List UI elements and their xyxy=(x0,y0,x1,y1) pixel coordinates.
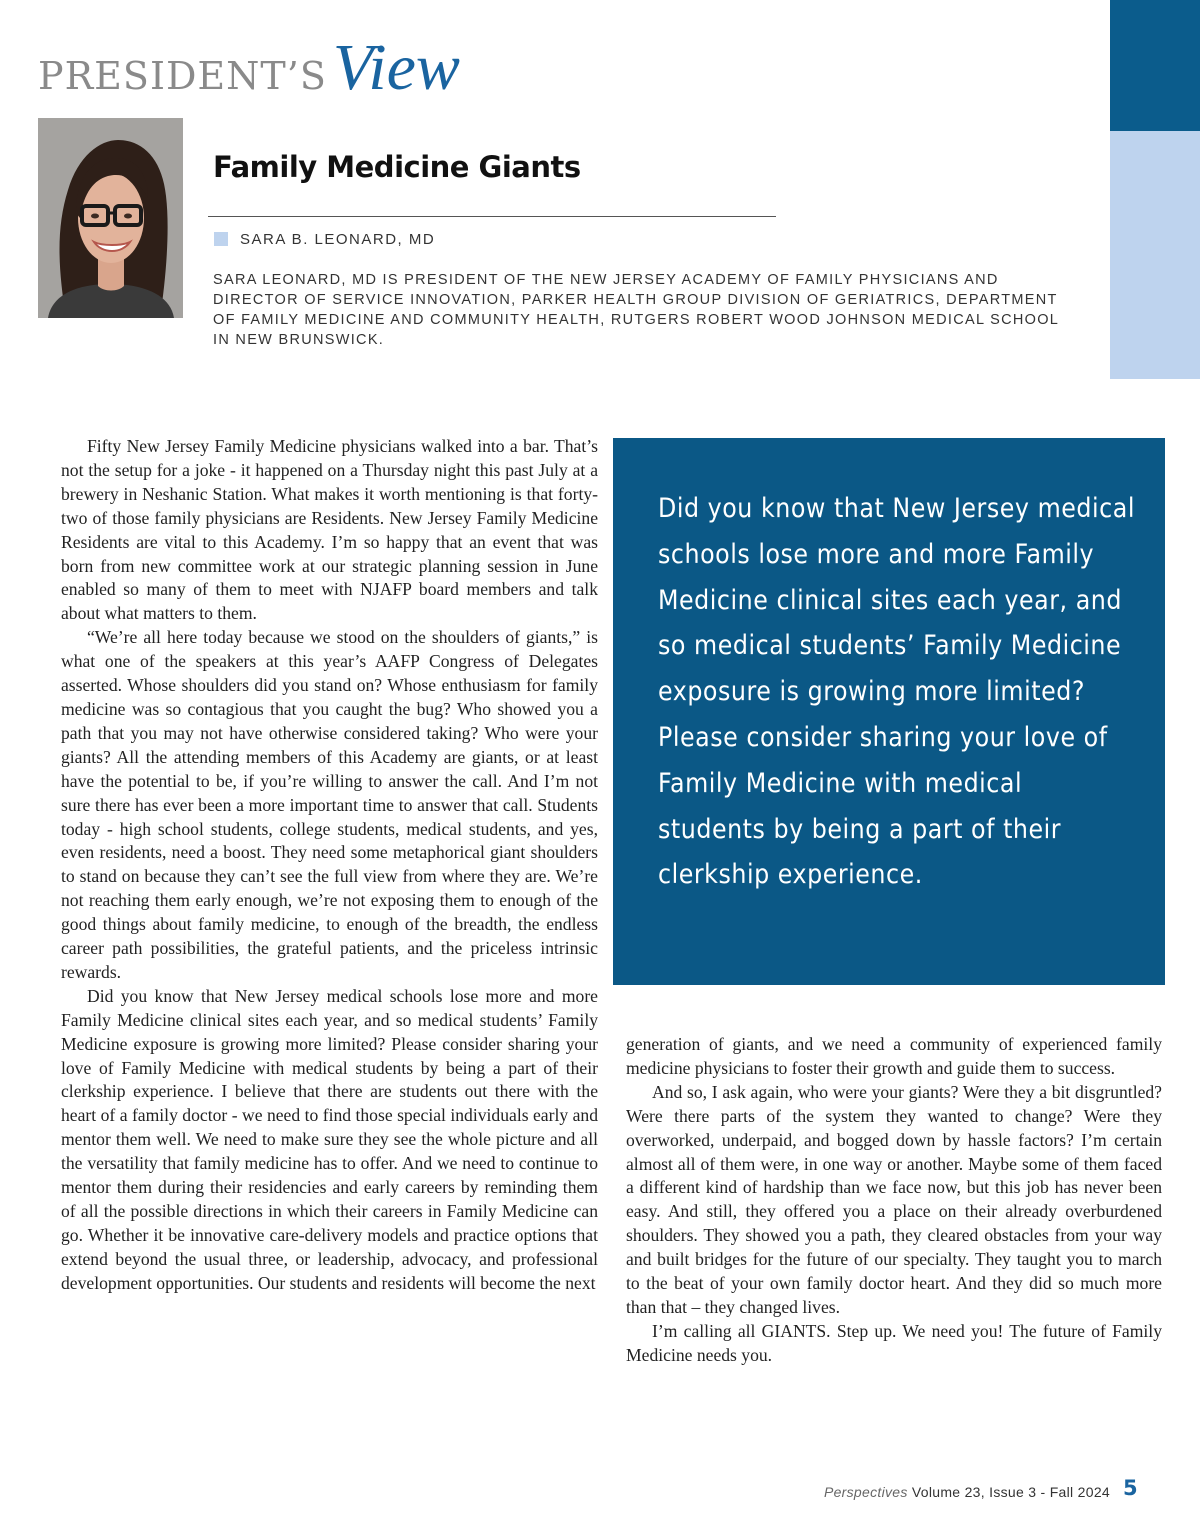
body-column-right xyxy=(626,1033,1162,1368)
publication-name: Perspectives xyxy=(823,1484,908,1500)
article-title: Family Medicine Giants xyxy=(213,150,581,184)
body-paragraph: generation of giants, and we need a community of experienced family medicine physicians to foster their growth and guide them to success. xyxy=(626,1034,1162,1078)
body-paragraph: Fifty New Jersey Family Medicine physicians walked into a bar. That’s not the setup for a joke - it happened on a Thursday night this past July at a brewery in Neshanic Station. What makes it worth mentioning is that forty-two of those family physicians are Residents. New Jersey Family Medicine Residents are vital to this Academy. I’m so happy that an event that was born from new committee work at our strategic planning session in June enabled so many of them to meet with NJAFP board members and talk about what matters to them. xyxy=(61,436,598,624)
body-paragraph: And so, I ask again, who were your giants? Were they a bit disgruntled? Were there parts of the system they wanted to change? Were they overworked, underpaid, and bogged down by hassle factors? I’m certain almost all of them were, in one way or another. Maybe some of them faced a different kind of hardship than we face now, but this job has never been easy. And still, they offered you a place on their already overburdened shoulders. They showed you a path, they cleared obstacles from your way and built bridges for the future of our specialty. They taught you to march to the beat of your own family doctor heart. And they did so much more than that – they changed lives. xyxy=(626,1081,1162,1317)
author-bio: SARA LEONARD, MD IS PRESIDENT OF THE NEW JERSEY ACADEMY OF FAMILY PHYSICIANS AND DIRECTOR OF SERVICE INNOVATION, PARKER HEALTH GROUP DIVISION OF GERIATRICS, DEPARTMENT OF FAMILY MEDICINE AND COMMUNITY HEALTH, RUTGERS ROBERT WOOD JOHNSON MEDICAL SCHOOL IN NEW BRUNSWICK. xyxy=(213,272,1059,348)
header-president-text: PRESIDENT’S xyxy=(38,54,327,98)
author-marker-square xyxy=(214,232,228,246)
pull-quote-box xyxy=(613,438,1165,985)
author-name: SARA B. LEONARD, MD xyxy=(240,231,436,248)
author-photo xyxy=(38,118,183,318)
portrait-illustration xyxy=(38,118,183,318)
body-paragraph: I’m calling all GIANTS. Step up. We need you! The future of Family Medicine needs you. xyxy=(626,1320,1162,1365)
pull-quote-text: Did you know that New Jersey medical schools lose more and more Family Medicine clinical sites each year, and so medical students’ Family Medicine exposure is growing more limited? Please consider sharing your love of Family Medicine with medical students by being a part of their clerkship experience. xyxy=(658,493,1135,891)
decorative-band-light xyxy=(1110,131,1200,379)
decorative-band-dark xyxy=(1110,0,1200,131)
header-view-text: View xyxy=(332,31,460,104)
body-paragraph: “We’re all here today because we stood on the shoulders of giants,” is what one of the speakers at this year’s AAFP Congress of Delegates asserted. Whose shoulders did you stand on? Whose enthusiasm for family medicine was so contagious that you caught the bug? Who showed you a path that you may not have otherwise considered taking? Who were your giants? All the attending members of this Academy are giants, or at least have the potential to be, if you’re willing to answer the call. And I’m not sure there has ever been a more important time to answer that call. Students today - high school students, college students, medical students, and yes, even residents, need a boost. They need some metaphorical giant shoulders to stand on because they can’t see the full view from where they are. We’re not reaching them early enough, we’re not exposing them to enough of the good things about family medicine, to enough of the breadth, the endless career path possibilities, the grateful patients, and the priceless intrinsic rewards. xyxy=(61,627,598,982)
body-paragraph: Did you know that New Jersey medical schools lose more and more Family Medicine clinical sites each year, and so medical students’ Family Medicine exposure is growing more limited? Please consider sharing your love of Family Medicine with medical students by being a part of their clerkship experience. I believe that there are students out there with the heart of a family doctor - we need to find those special individuals early and mentor them well. We need to make sure they see the whole picture and all the versatility that family medicine has to offer. And we need to continue to mentor them during their residencies and early careers by reminding them of all the possible directions in which their careers in Family Medicine can go. Whether it be innovative care-delivery models and practice options that extend beyond the usual three, or leadership, advocacy, and professional development opportunities. Our students and residents will become the next xyxy=(61,985,598,1293)
issue-info: Volume 23, Issue 3 - Fall 2024 xyxy=(911,1484,1110,1500)
page-number: 5 xyxy=(1123,1476,1138,1500)
section-header xyxy=(38,30,460,106)
title-divider xyxy=(208,216,776,217)
body-column-left xyxy=(61,435,598,1296)
page-footer xyxy=(824,1484,1110,1500)
